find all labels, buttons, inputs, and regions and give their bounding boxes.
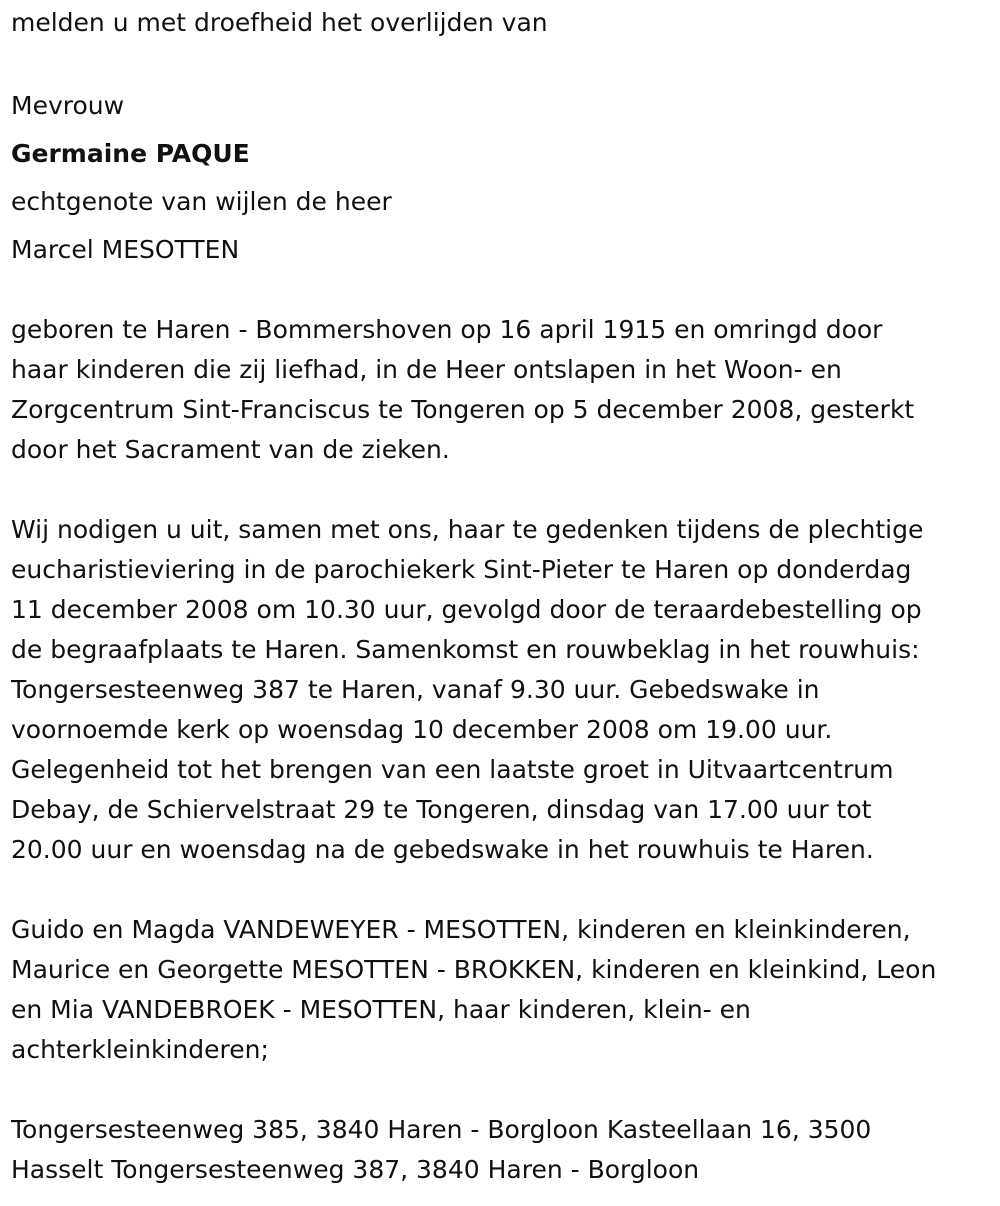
intro-text-block	[11, 8, 548, 37]
relation-text: echtgenote van wijlen de heer	[11, 187, 392, 216]
invitation-paragraph	[11, 512, 923, 872]
honorific: Mevrouw	[11, 91, 125, 120]
paragraph-line: Wij nodigen u uit, samen met ons, haar te gedenken tijdens de plechtige	[11, 515, 924, 544]
address-paragraph	[11, 1112, 871, 1192]
paragraph-line: Tongersesteenweg 385, 3840 Haren - Borgloon Kasteellaan 16, 3500	[11, 1115, 872, 1144]
deceased-name: Germaine PAQUE	[11, 139, 250, 168]
paragraph-line: Gelegenheid tot het brengen van een laatste groet in Uitvaartcentrum	[11, 755, 894, 784]
paragraph-line: haar kinderen die zij liefhad, in de Heer ontslapen in het Woon- en	[11, 355, 842, 384]
paragraph-line: voornoemde kerk op woensdag 10 december 2008 om 19.00 uur.	[11, 715, 833, 744]
paragraph-line: Debay, de Schiervelstraat 29 te Tongeren, dinsdag van 17.00 uur tot	[11, 795, 872, 824]
paragraph-line: eucharistieviering in de parochiekerk Sint-Pieter te Haren op donderdag	[11, 555, 912, 584]
family-paragraph	[11, 912, 936, 1072]
paragraph-line: 20.00 uur en woensdag na de gebedswake in het rouwhuis te Haren.	[11, 835, 874, 864]
birth-paragraph	[11, 312, 914, 472]
paragraph-line: Tongersesteenweg 387 te Haren, vanaf 9.30 uur. Gebedswake in	[11, 675, 820, 704]
paragraph-line: de begraafplaats te Haren. Samenkomst en rouwbeklag in het rouwhuis:	[11, 635, 920, 664]
paragraph-line: geboren te Haren - Bommershoven op 16 april 1915 en omringd door	[11, 315, 883, 344]
intro-line: melden u met droefheid het overlijden van	[11, 8, 548, 37]
paragraph-line: Guido en Magda VANDEWEYER - MESOTTEN, kinderen en kleinkinderen,	[11, 915, 911, 944]
paragraph-line: Zorgcentrum Sint-Franciscus te Tongeren op 5 december 2008, gesterkt	[11, 395, 915, 424]
paragraph-line: door het Sacrament van de zieken.	[11, 435, 450, 464]
paragraph-line: Maurice en Georgette MESOTTEN - BROKKEN, kinderen en kleinkind, Leon	[11, 955, 937, 984]
paragraph-line: en Mia VANDEBROEK - MESOTTEN, haar kinderen, klein- en	[11, 995, 751, 1024]
deceased-block	[11, 88, 392, 280]
spouse-name: Marcel MESOTTEN	[11, 235, 240, 264]
paragraph-line: achterkleinkinderen;	[11, 1035, 269, 1064]
paragraph-line: Hasselt Tongersesteenweg 387, 3840 Haren - Borgloon	[11, 1155, 700, 1184]
paragraph-line: 11 december 2008 om 10.30 uur, gevolgd door de teraardebestelling op	[11, 595, 922, 624]
